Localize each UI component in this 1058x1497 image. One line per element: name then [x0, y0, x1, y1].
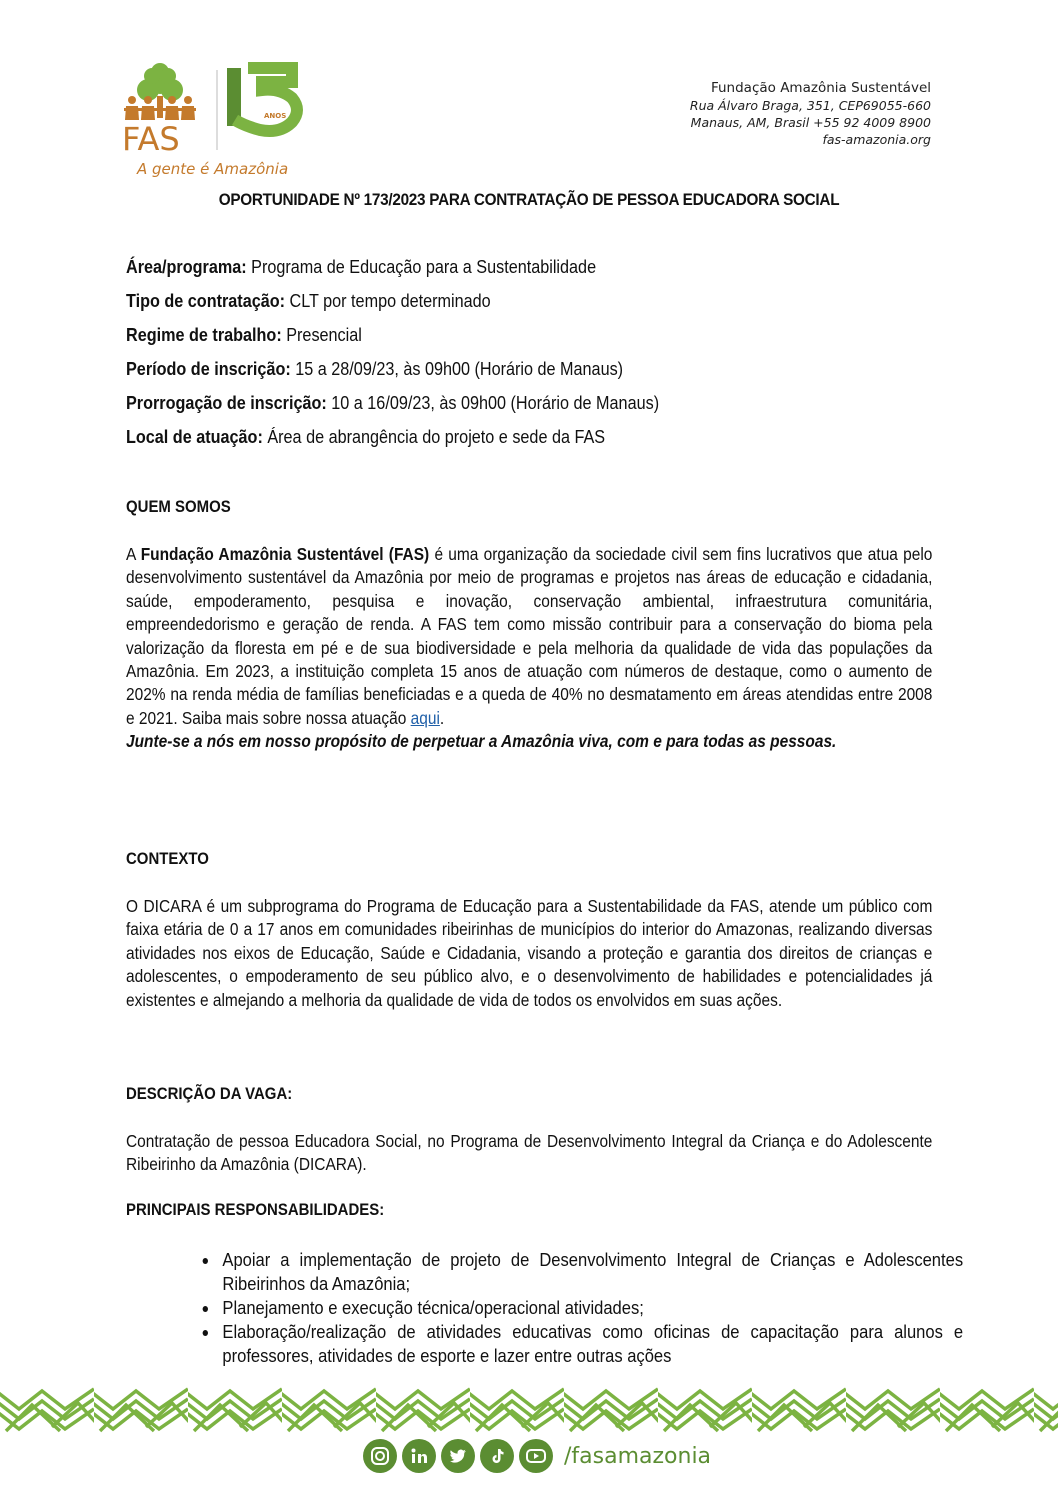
descricao-paragraph: Contratação de pessoa Educadora Social, no Programa de Desenvolvimento Integral da Criança e do Adolescente Ribeirinho da Amazônia (DICARA). — [126, 1131, 933, 1175]
quem-somos-paragraph — [126, 543, 932, 754]
logo-brand-text: FAS — [122, 120, 180, 158]
closing-statement: Junte-se a nós em nosso propósito de perpetuar a Amazônia viva, com e para todas as pessoas. — [126, 731, 837, 752]
field-label: Período de inscrição: — [126, 359, 291, 379]
field-value: Programa de Educação para a Sustentabilidade — [246, 257, 597, 277]
period: . — [439, 707, 445, 728]
field-local-atuacao — [126, 427, 605, 448]
instagram-icon[interactable] — [363, 1439, 397, 1473]
aqui-link[interactable]: aqui — [410, 707, 440, 728]
social-handle[interactable]: /fasamazonia — [564, 1443, 712, 1469]
intro-prefix: A — [126, 544, 141, 564]
street-address: Rua Álvaro Braga, 351, CEP69055-660 — [689, 98, 931, 113]
section-heading-descricao-vaga: DESCRIÇÃO DA VAGA: — [126, 1084, 293, 1103]
field-label: Área/programa: — [126, 257, 247, 277]
header-address — [690, 80, 931, 148]
org-name-bold: Fundação Amazônia Sustentável (FAS) — [140, 544, 430, 564]
field-value: 15 a 28/09/23, às 09h00 (Horário de Manaus) — [290, 359, 624, 379]
field-regime-trabalho — [126, 325, 362, 346]
field-prorrogacao-inscricao — [126, 393, 659, 414]
document-title: OPORTUNIDADE Nº 173/2023 PARA CONTRATAÇÃO DE PESSOA EDUCADORA SOCIAL — [218, 190, 840, 209]
twitter-icon[interactable] — [441, 1439, 475, 1473]
website: fas-amazonia.org — [822, 132, 931, 147]
responsibilities-list — [190, 1248, 963, 1368]
field-value: Área de abrangência do projeto e sede da FAS — [262, 427, 606, 447]
people-icon — [124, 96, 196, 120]
logo-anos-text: ANOS — [264, 112, 287, 120]
field-value: Presencial — [281, 325, 362, 345]
section-heading-responsabilidades: PRINCIPAIS RESPONSABILIDADES: — [126, 1200, 385, 1219]
list-item: • Apoiar a implementação de projeto de Desenvolvimento Integral de Crianças e Adolescentes Ribeirinhos da Amazônia; — [219, 1248, 963, 1296]
logo-tagline: A gente é Amazônia — [137, 160, 289, 178]
tree-icon — [137, 63, 183, 101]
field-value: 10 a 16/09/23, às 09h00 (Horário de Manaus) — [326, 393, 660, 413]
list-item: • Elaboração/realização de atividades educativas como oficinas de capacitação para alunos e professores, atividades de esporte e lazer entre outras ações — [219, 1320, 963, 1368]
field-periodo-inscricao — [126, 359, 623, 380]
tiktok-icon[interactable] — [480, 1439, 514, 1473]
linkedin-icon[interactable] — [402, 1439, 436, 1473]
field-label: Regime de trabalho: — [126, 325, 282, 345]
youtube-icon[interactable] — [519, 1439, 553, 1473]
field-label: Local de atuação: — [126, 427, 263, 447]
contexto-paragraph: O DICARA é um subprograma do Programa de Educação para a Sustentabilidade da FAS, atende um público com faixa etária de 0 a 17 anos em comunidades ribeirinhas de municípios do interior do Amazonas, realizando diversas atividades nos eixos de Educação, Saúde e Cidadania, visando a proteção e garantia dos direitos de crianças e adolescentes, o empoderamento de seu público alvo, e o desenvolvimento de habilidades e potencialidades já existentes e almejando a melhoria da qualidade de vida de todos os envolvidos em suas ações. — [126, 896, 933, 1010]
zigzag-border-decoration — [0, 1383, 1058, 1433]
list-item: • Planejamento e execução técnica/operacional atividades; — [219, 1296, 963, 1320]
field-tipo-contratacao — [126, 291, 491, 312]
city-phone: Manaus, AM, Brasil +55 92 4009 8900 — [690, 115, 931, 130]
section-heading-contexto: CONTEXTO — [126, 849, 209, 868]
section-heading-quem-somos: QUEM SOMOS — [126, 497, 231, 516]
field-label: Tipo de contratação: — [126, 291, 286, 311]
social-links — [363, 1438, 711, 1474]
field-area-programa — [126, 257, 596, 278]
quem-somos-body: é uma organização da sociedade civil sem fins lucrativos que atua pelo desenvolvimento sustentável da Amazônia por meio de programas e projetos nas áreas de educação e cidadania, saúde, empoderamento, pesquisa e inovação, conservação ambiental, infraestrutura comunitária, empreendedorismo e geração de renda. A FAS tem como missão contribuir para a conservação do bioma pela valorização da floresta em pé e de sua biodiversidade e pela melhoria da qualidade de vida das populações da Amazônia. Em 2023, a instituição completa 15 anos de atuação com números de destaque, como o aumento de 202% na renda média de famílias beneficiadas e a queda de 40% no desmatamento em áreas atendidas entre 2008 e 2021. Saiba mais sobre nossa atuação — [126, 544, 933, 728]
field-label: Prorrogação de inscrição: — [126, 393, 327, 413]
org-name: Fundação Amazônia Sustentável — [710, 80, 931, 96]
field-value: CLT por tempo determinado — [285, 291, 491, 311]
